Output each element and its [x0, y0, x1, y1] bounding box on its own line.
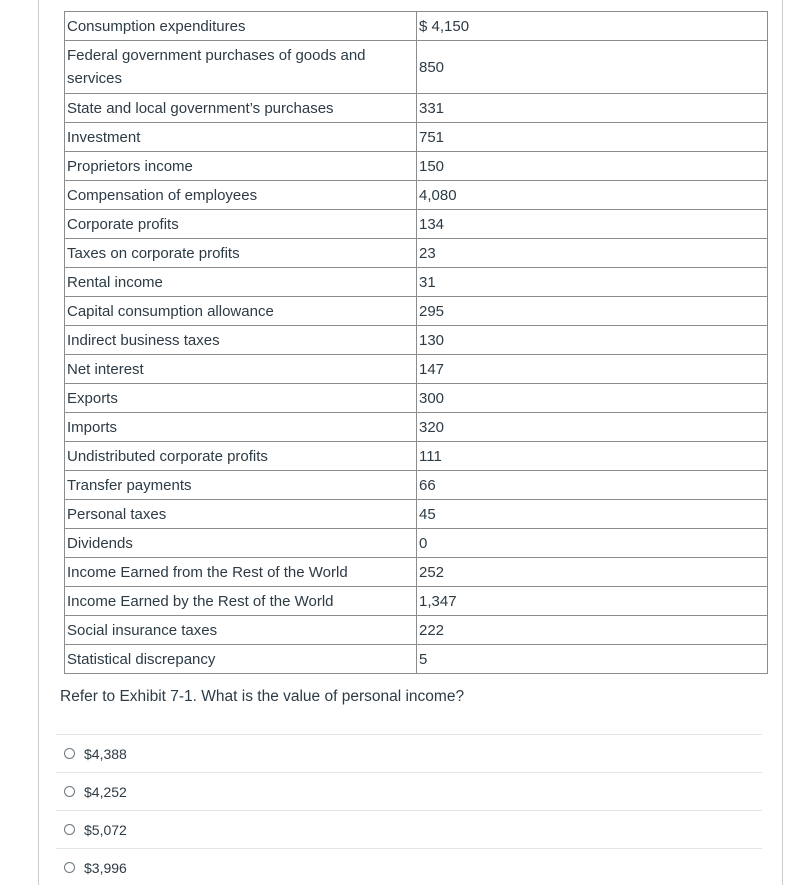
row-value: 23 — [417, 239, 768, 268]
answer-label: $4,388 — [84, 745, 127, 762]
answer-option-d[interactable] — [56, 848, 762, 886]
table-row — [65, 413, 768, 442]
row-label: Indirect business taxes — [65, 326, 417, 355]
radio-button[interactable] — [64, 862, 75, 873]
question-text: Refer to Exhibit 7-1. What is the value of personal income? — [60, 688, 465, 705]
row-label: Investment — [65, 123, 417, 152]
row-label: Transfer payments — [65, 471, 417, 500]
table-row — [65, 500, 768, 529]
table-row — [65, 297, 768, 326]
answer-label: $5,072 — [84, 821, 127, 838]
row-value: 295 — [417, 297, 768, 326]
row-label: Capital consumption allowance — [65, 297, 417, 326]
row-label: Exports — [65, 384, 417, 413]
answer-label: $4,252 — [84, 783, 127, 800]
row-value: 45 — [417, 500, 768, 529]
table-row — [65, 94, 768, 123]
radio-button[interactable] — [64, 824, 75, 835]
table-row — [65, 326, 768, 355]
row-label: Dividends — [65, 529, 417, 558]
table-row — [65, 558, 768, 587]
table-row — [65, 529, 768, 558]
answer-option-b[interactable] — [56, 772, 762, 810]
row-value: 31 — [417, 268, 768, 297]
table-row — [65, 210, 768, 239]
table-row — [65, 123, 768, 152]
table-row — [65, 12, 768, 41]
row-value: 252 — [417, 558, 768, 587]
radio-button[interactable] — [64, 786, 75, 797]
row-label: Corporate profits — [65, 210, 417, 239]
row-label: Income Earned by the Rest of the World — [65, 587, 417, 616]
table-row — [65, 181, 768, 210]
radio-button[interactable] — [64, 748, 75, 759]
row-label: Income Earned from the Rest of the World — [65, 558, 417, 587]
row-value: 850 — [417, 41, 768, 94]
row-value: 150 — [417, 152, 768, 181]
row-value: 1,347 — [417, 587, 768, 616]
row-value: 331 — [417, 94, 768, 123]
row-value: 66 — [417, 471, 768, 500]
exhibit-table — [64, 11, 768, 674]
table-row — [65, 384, 768, 413]
row-label: Taxes on corporate profits — [65, 239, 417, 268]
row-label: Social insurance taxes — [65, 616, 417, 645]
row-label: Undistributed corporate profits — [65, 442, 417, 471]
row-label: Statistical discrepancy — [65, 645, 417, 674]
row-label: Net interest — [65, 355, 417, 384]
row-value: 4,080 — [417, 181, 768, 210]
row-label: Federal government purchases of goods and services — [65, 41, 417, 94]
table-row — [65, 152, 768, 181]
row-value: 0 — [417, 529, 768, 558]
table-row — [65, 239, 768, 268]
row-label: Compensation of employees — [65, 181, 417, 210]
answer-list — [56, 734, 762, 886]
row-label: Personal taxes — [65, 500, 417, 529]
row-value: 147 — [417, 355, 768, 384]
row-value: 751 — [417, 123, 768, 152]
row-value: 222 — [417, 616, 768, 645]
row-value: 134 — [417, 210, 768, 239]
table-row — [65, 41, 768, 94]
table-row — [65, 645, 768, 674]
row-value: 320 — [417, 413, 768, 442]
answer-label: $3,996 — [84, 859, 127, 876]
table-row — [65, 471, 768, 500]
row-label: Consumption expenditures — [65, 12, 417, 41]
row-label: Proprietors income — [65, 152, 417, 181]
row-value: 5 — [417, 645, 768, 674]
row-label: Rental income — [65, 268, 417, 297]
answer-option-c[interactable] — [56, 810, 762, 848]
table-row — [65, 355, 768, 384]
table-row — [65, 587, 768, 616]
table-row — [65, 616, 768, 645]
row-value: 130 — [417, 326, 768, 355]
table-row — [65, 442, 768, 471]
row-value: 111 — [417, 442, 768, 471]
row-label: State and local government’s purchases — [65, 94, 417, 123]
table-row — [65, 268, 768, 297]
answer-option-a[interactable] — [56, 734, 762, 772]
row-label: Imports — [65, 413, 417, 442]
row-value: 300 — [417, 384, 768, 413]
row-value: $ 4,150 — [417, 12, 768, 41]
